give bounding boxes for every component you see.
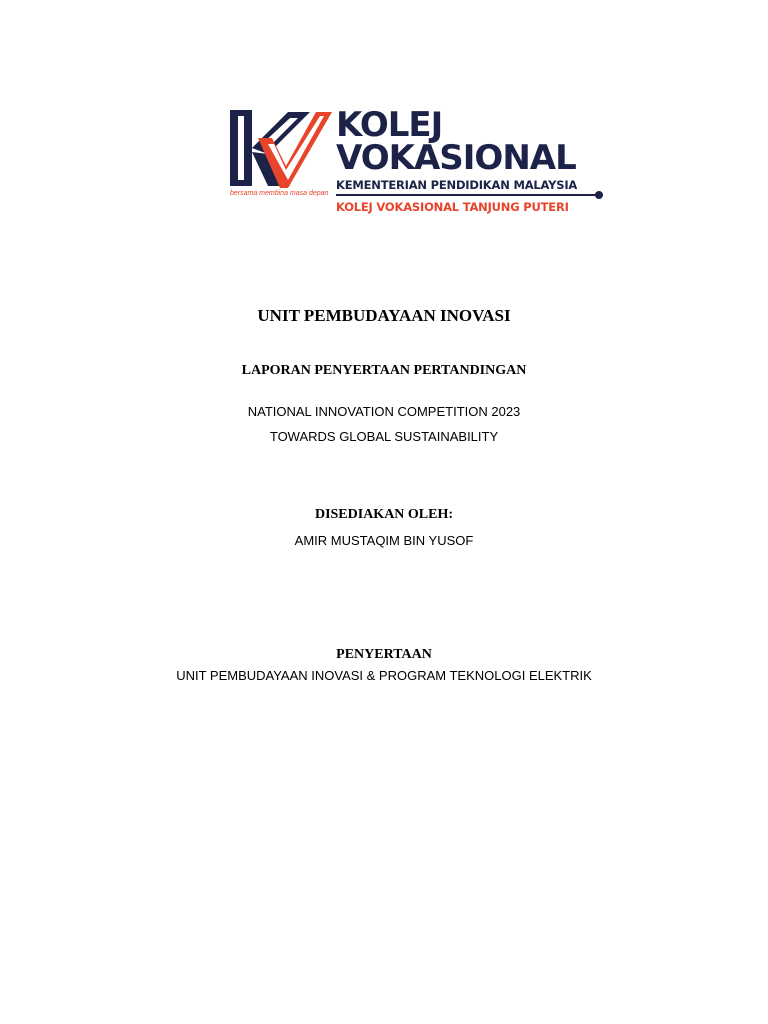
report-title: LAPORAN PENYERTAAN PERTANDINGAN xyxy=(241,363,527,378)
competition-theme: TOWARDS GLOBAL SUSTAINABILITY xyxy=(269,429,499,444)
kolej-vokasional-logo xyxy=(228,105,608,218)
logo-divider-dot xyxy=(595,191,603,199)
unit-title: UNIT PEMBUDAYAAN INOVASI xyxy=(257,306,511,325)
prepared-by-label: DISEDIAKAN OLEH: xyxy=(314,507,454,522)
logo-tagline: bersama membina masa depan xyxy=(230,190,329,197)
logo-divider xyxy=(336,194,598,196)
logo-text-kolej: KOLEJ xyxy=(336,105,443,145)
logo-text-ministry: KEMENTERIAN PENDIDIKAN MALAYSIA xyxy=(336,178,578,192)
participation-label: PENYERTAAN xyxy=(336,647,432,662)
participation-value: UNIT PEMBUDAYAAN INOVASI & PROGRAM TEKNOLOGI ELEKTRIK xyxy=(176,668,592,683)
kv-emblem-icon xyxy=(228,108,332,190)
logo-text-college: KOLEJ VOKASIONAL TANJUNG PUTERI xyxy=(336,200,569,214)
prepared-by-name: AMIR MUSTAQIM BIN YUSOF xyxy=(294,533,474,548)
logo-text-vokasional: VOKASIONAL xyxy=(336,138,576,178)
competition-name: NATIONAL INNOVATION COMPETITION 2023 xyxy=(247,404,521,419)
